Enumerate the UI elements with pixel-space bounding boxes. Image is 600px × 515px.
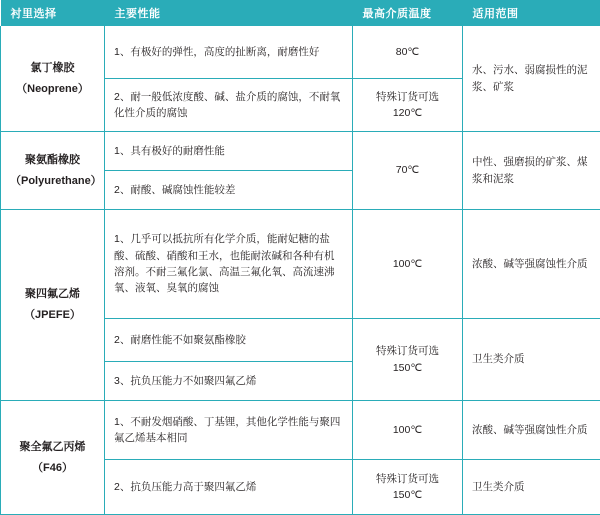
cell-temperature: 80℃ — [353, 26, 463, 79]
table-row — [1, 26, 600, 79]
cell-lining-name: 聚全氟乙丙烯 （F46） — [1, 401, 105, 515]
column-header-performance: 主要性能 — [105, 0, 353, 26]
table-row — [1, 210, 600, 319]
cell-temperature: 特殊订货可选 150℃ — [353, 319, 463, 401]
table-row — [1, 401, 600, 460]
cell-temperature: 特殊订货可选 150℃ — [353, 460, 463, 515]
cell-lining-name: 聚氨酯橡胶 （Polyurethane） — [1, 132, 105, 210]
cell-application: 卫生类介质 — [463, 460, 600, 515]
cell-performance: 2、抗负压能力高于聚四氟乙烯 — [105, 460, 353, 515]
column-header-application: 适用范围 — [463, 0, 600, 26]
cell-performance: 1、具有极好的耐磨性能 — [105, 132, 353, 171]
column-header-max-temperature: 最高介质温度 — [353, 0, 463, 26]
cell-application: 中性、强磨损的矿浆、煤浆和泥浆 — [463, 132, 600, 210]
cell-application: 浓酸、碱等强腐蚀性介质 — [463, 210, 600, 319]
cell-performance: 3、抗负压能力不如聚四氟乙烯 — [105, 362, 353, 401]
cell-temperature: 特殊订货可选 120℃ — [353, 79, 463, 132]
cell-performance: 1、有极好的弹性，高度的扯断离，耐磨性好 — [105, 26, 353, 79]
cell-performance: 2、耐磨性能不如聚氨酯橡胶 — [105, 319, 353, 362]
table-header — [1, 0, 600, 26]
cell-temperature: 70℃ — [353, 132, 463, 210]
cell-lining-name: 氯丁橡胶 （Neoprene） — [1, 26, 105, 132]
table-row — [1, 132, 600, 171]
column-header-lining: 衬里选择 — [1, 0, 105, 26]
table-body — [1, 26, 600, 515]
table-header-row — [1, 0, 600, 26]
cell-application: 卫生类介质 — [463, 319, 600, 401]
cell-performance: 2、耐一般低浓度酸、碱、盐介质的腐蚀，不耐氧化性介质的腐蚀 — [105, 79, 353, 132]
cell-performance: 1、不耐发烟硝酸、丁基锂，其他化学性能与聚四氟乙烯基本相同 — [105, 401, 353, 460]
cell-performance: 2、耐酸、碱腐蚀性能较差 — [105, 171, 353, 210]
cell-application: 水、污水、弱腐损性的泥浆、矿浆 — [463, 26, 600, 132]
cell-performance: 1、几乎可以抵抗所有化学介质，能耐妃糖的盐酸、硫酸、硝酸和王水，也能耐浓碱和各种有机溶剂。不耐三氟化氯、高温三氟化氧、高流速沸氧、液氧、臭氧的腐蚀 — [105, 210, 353, 319]
cell-temperature: 100℃ — [353, 401, 463, 460]
cell-temperature: 100℃ — [353, 210, 463, 319]
cell-application: 浓酸、碱等强腐蚀性介质 — [463, 401, 600, 460]
cell-lining-name: 聚四氟乙烯 （JPEFE） — [1, 210, 105, 401]
